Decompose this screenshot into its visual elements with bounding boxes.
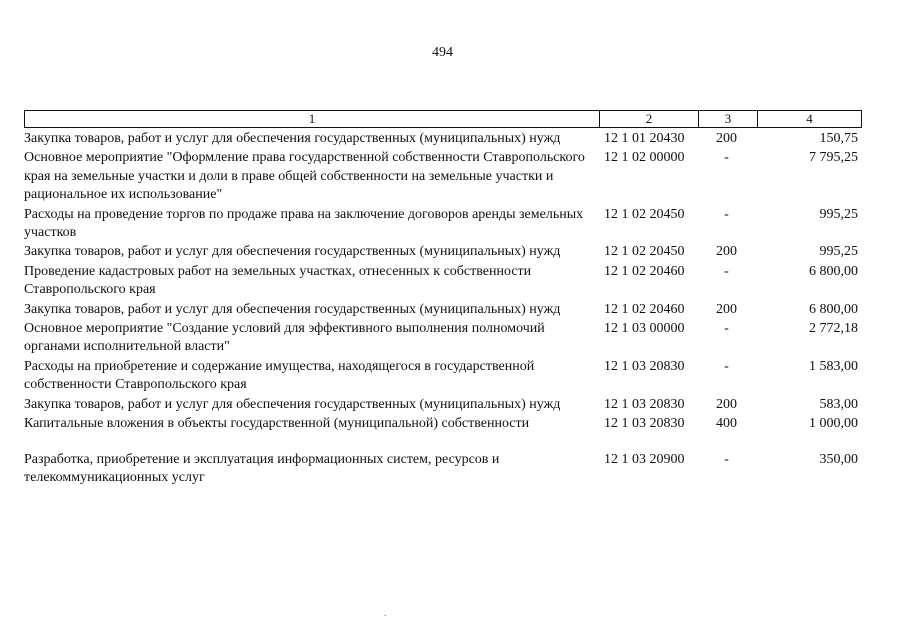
row-description: Проведение кадастровых работ на земельных участках, отнесенных к собственности Ставропольского края <box>24 263 532 298</box>
table-row <box>24 206 862 243</box>
row-sum: 1 000,00 <box>809 416 858 432</box>
row-sum: 6 800,00 <box>809 263 858 279</box>
row-description: Разработка, приобретение и эксплуатация информационных систем, ресурсов и телекоммуникационных услуг <box>24 451 500 485</box>
row-type: - <box>724 206 729 222</box>
table-row <box>24 396 862 414</box>
row-type: - <box>724 358 729 374</box>
table-row <box>24 320 862 357</box>
footer-mark: . <box>384 608 387 619</box>
table-body <box>24 130 862 487</box>
row-code: 12 1 02 00000 <box>604 150 685 166</box>
row-code: 12 1 03 00000 <box>604 321 685 337</box>
row-description: Расходы на проведение торгов по продаже права на заключение договоров аренды земельных участков <box>24 206 584 241</box>
row-type: 200 <box>716 244 737 260</box>
row-code: 12 1 03 20900 <box>604 451 685 467</box>
row-description: Основное мероприятие "Оформление права государственной собственности Ставропольского края на земельные участки и доли в праве общей собственности на земельные участки и рациональное их использование" <box>24 150 585 203</box>
row-sum: 150,75 <box>819 131 858 146</box>
row-description: Закупка товаров, работ и услуг для обеспечения государственных (муниципальных) нужд <box>24 131 561 146</box>
row-sum: 995,25 <box>819 206 858 222</box>
table-row <box>24 358 862 395</box>
page-number: 494 <box>432 45 453 60</box>
row-sum: 995,25 <box>819 244 858 260</box>
row-description: Расходы на приобретение и содержание имущества, находящегося в государственной собственности Ставропольского края <box>24 358 535 393</box>
row-type: - <box>724 263 729 279</box>
row-description: Закупка товаров, работ и услуг для обеспечения государственных (муниципальных) нужд <box>24 244 561 260</box>
table-row <box>24 243 862 261</box>
row-sum: 1 583,00 <box>809 358 858 374</box>
table-row <box>24 130 862 148</box>
row-sum: 6 800,00 <box>809 301 858 317</box>
row-description: Закупка товаров, работ и услуг для обеспечения государственных (муниципальных) нужд <box>24 396 561 412</box>
row-type: - <box>724 451 729 467</box>
row-type: 200 <box>716 131 737 146</box>
column-header-3: 3 <box>698 111 757 127</box>
table-header <box>24 110 862 128</box>
row-code: 12 1 03 20830 <box>604 396 685 412</box>
column-header-1: 1 <box>308 111 316 126</box>
row-description: Основное мероприятие "Создание условий для эффективного выполнения полномочий органами исполнительной власти" <box>24 321 545 355</box>
row-code: 12 1 02 20460 <box>604 263 685 279</box>
row-type: 200 <box>716 396 737 412</box>
row-type: 200 <box>716 301 737 317</box>
row-code: 12 1 02 20450 <box>604 206 685 222</box>
table-row <box>24 301 862 319</box>
table-row <box>24 149 862 204</box>
table-row <box>24 451 862 488</box>
row-sum: 583,00 <box>819 396 858 412</box>
row-code: 12 1 02 20450 <box>604 244 685 260</box>
row-code: 12 1 02 20460 <box>604 301 685 317</box>
row-code: 12 1 03 20830 <box>604 358 685 374</box>
row-type: 400 <box>716 416 737 432</box>
column-header-2: 2 <box>599 111 698 127</box>
row-sum: 350,00 <box>819 451 858 467</box>
column-header-4: 4 <box>757 111 861 127</box>
table-row <box>24 415 862 433</box>
row-type: - <box>724 321 729 337</box>
row-code: 12 1 03 20830 <box>604 416 685 432</box>
row-description: Капитальные вложения в объекты государственной (муниципальной) собственности <box>24 416 530 432</box>
row-code: 12 1 01 20430 <box>604 131 685 146</box>
table-row <box>24 263 862 300</box>
row-description: Закупка товаров, работ и услуг для обеспечения государственных (муниципальных) нужд <box>24 301 561 317</box>
row-sum: 7 795,25 <box>809 150 858 166</box>
row-sum: 2 772,18 <box>809 321 858 337</box>
row-type: - <box>724 150 729 166</box>
